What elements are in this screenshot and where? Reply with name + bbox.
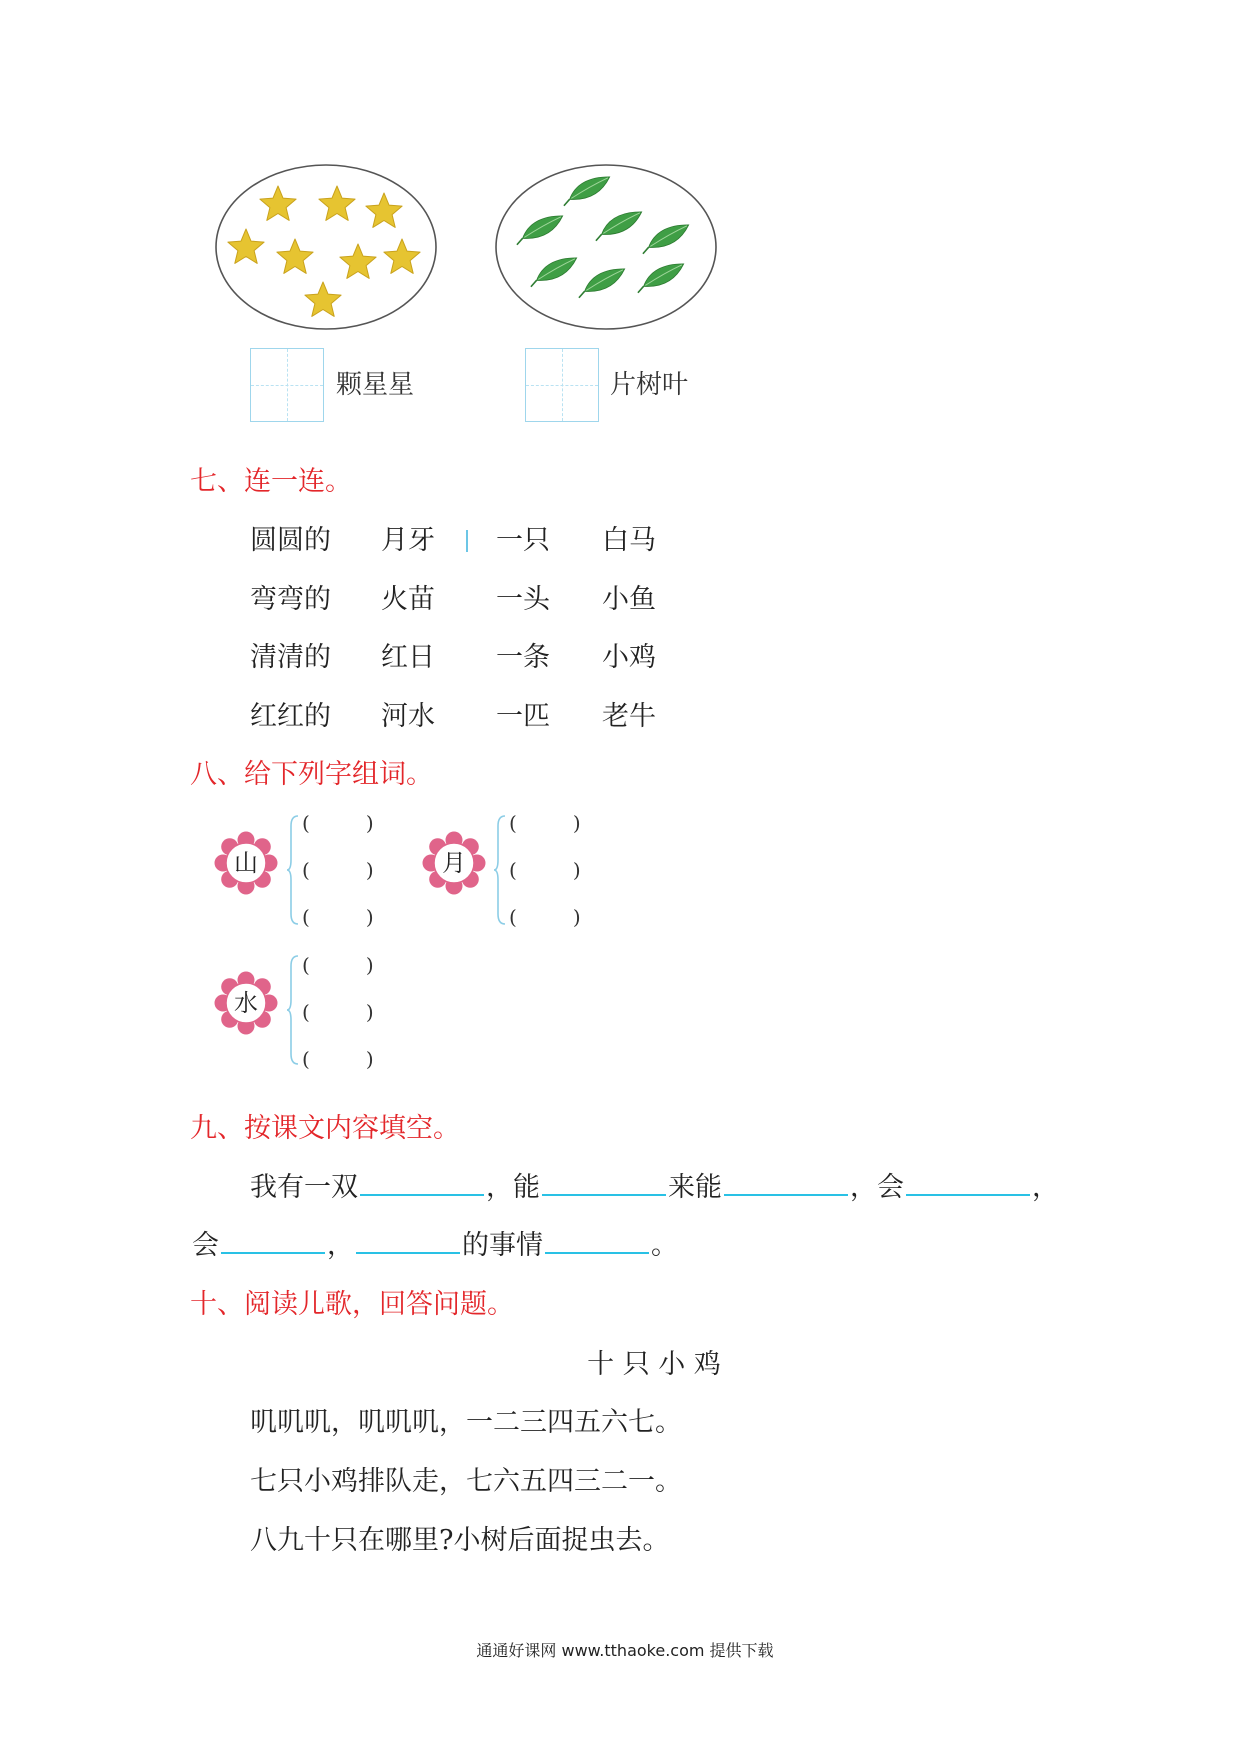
paren-open: (	[509, 858, 517, 882]
paren-close: )	[365, 905, 374, 929]
match-word[interactable]: 弯弯的	[250, 584, 331, 615]
match-word[interactable]: 一条	[496, 642, 550, 673]
match-word[interactable]: 白马	[602, 525, 656, 556]
poem-title: 十 只 小 鸡	[587, 1349, 721, 1380]
star-count-label: 颗星星	[336, 370, 415, 400]
flower-character: 水	[234, 989, 258, 1017]
fill-blank[interactable]	[542, 1172, 666, 1196]
paren-open: (	[509, 905, 517, 929]
sentence-text: 会	[192, 1230, 219, 1261]
match-word[interactable]: 红红的	[250, 701, 331, 732]
poem-line: 八九十只在哪里?小树后面捉虫去。	[250, 1525, 670, 1556]
word-slot	[302, 999, 374, 1024]
match-word[interactable]: 小鱼	[602, 584, 656, 615]
word-input[interactable]	[310, 810, 366, 830]
fill-line-1	[250, 1172, 1059, 1204]
leaf-picture	[494, 163, 718, 331]
page-footer: 通通好课网 www.tthaoke.com 提供下载	[476, 1641, 774, 1660]
sentence-text: ，会	[850, 1172, 904, 1203]
paren-close: )	[572, 858, 581, 882]
match-word[interactable]: 河水	[381, 701, 435, 732]
cursor-mark	[466, 530, 468, 552]
section9-title: 九、按课文内容填空。	[190, 1113, 460, 1144]
match-word[interactable]: 小鸡	[602, 642, 656, 673]
match-word[interactable]: 一头	[496, 584, 550, 615]
poem-line: 七只小鸡排队走，七六五四三二一。	[250, 1466, 682, 1497]
sentence-text: 。	[651, 1230, 678, 1261]
match-word[interactable]: 一匹	[496, 701, 550, 732]
word-slot	[302, 1046, 374, 1071]
word-slot	[509, 857, 581, 882]
paren-open: (	[302, 811, 310, 835]
word-input[interactable]	[310, 1046, 366, 1066]
word-input[interactable]	[310, 904, 366, 924]
flower-badge-shui	[213, 970, 279, 1036]
sentence-text: ，	[327, 1230, 354, 1261]
paren-close: )	[572, 905, 581, 929]
sentence-text: 的事情	[462, 1230, 543, 1261]
word-input[interactable]	[517, 904, 573, 924]
paren-close: )	[365, 1000, 374, 1024]
fill-blank[interactable]	[356, 1230, 460, 1254]
paren-close: )	[572, 811, 581, 835]
brace-icon	[493, 814, 507, 926]
match-word[interactable]: 一只	[496, 525, 550, 556]
match-word[interactable]: 清清的	[250, 642, 331, 673]
fill-blank[interactable]	[724, 1172, 848, 1196]
match-word[interactable]: 红日	[381, 642, 435, 673]
fill-blank[interactable]	[906, 1172, 1030, 1196]
paren-open: (	[302, 1047, 310, 1071]
word-input[interactable]	[310, 952, 366, 972]
paren-close: )	[365, 811, 374, 835]
leaf-count-box[interactable]	[525, 348, 599, 422]
paren-open: (	[509, 811, 517, 835]
word-input[interactable]	[310, 999, 366, 1019]
brace-icon	[286, 954, 300, 1066]
sentence-text: 我有一双	[250, 1172, 358, 1203]
match-word[interactable]: 火苗	[381, 584, 435, 615]
sentence-text: ，	[1032, 1172, 1059, 1203]
word-slot	[509, 810, 581, 835]
flower-character: 山	[234, 849, 258, 877]
poem-line: 叽叽叽，叽叽叽，一二三四五六七。	[250, 1407, 682, 1438]
paren-close: )	[365, 953, 374, 977]
section10-title: 十、阅读儿歌，回答问题。	[190, 1289, 514, 1320]
word-slot	[302, 904, 374, 929]
fill-blank[interactable]	[545, 1230, 649, 1254]
flower-badge-shan	[213, 830, 279, 896]
star-picture	[214, 163, 438, 331]
word-slot	[302, 810, 374, 835]
word-input[interactable]	[517, 810, 573, 830]
paren-close: )	[365, 858, 374, 882]
fill-blank[interactable]	[221, 1230, 325, 1254]
sentence-text: ，能	[486, 1172, 540, 1203]
match-word[interactable]: 老牛	[602, 701, 656, 732]
paren-open: (	[302, 1000, 310, 1024]
fill-line-2	[192, 1230, 678, 1262]
word-slot	[302, 857, 374, 882]
word-input[interactable]	[310, 857, 366, 877]
fill-blank[interactable]	[360, 1172, 484, 1196]
paren-open: (	[302, 858, 310, 882]
match-word[interactable]: 月牙	[381, 525, 435, 556]
match-word[interactable]: 圆圆的	[250, 525, 331, 556]
brace-icon	[286, 814, 300, 926]
star-count-box[interactable]	[250, 348, 324, 422]
flower-badge-yue	[421, 830, 487, 896]
word-slot	[509, 904, 581, 929]
sentence-text: 来能	[668, 1172, 722, 1203]
section7-title: 七、连一连。	[190, 466, 352, 497]
word-slot	[302, 952, 374, 977]
paren-open: (	[302, 953, 310, 977]
paren-close: )	[365, 1047, 374, 1071]
leaf-count-label: 片树叶	[610, 370, 689, 400]
section8-title: 八、给下列字组词。	[190, 759, 433, 790]
flower-character: 月	[442, 849, 466, 877]
paren-open: (	[302, 905, 310, 929]
word-input[interactable]	[517, 857, 573, 877]
